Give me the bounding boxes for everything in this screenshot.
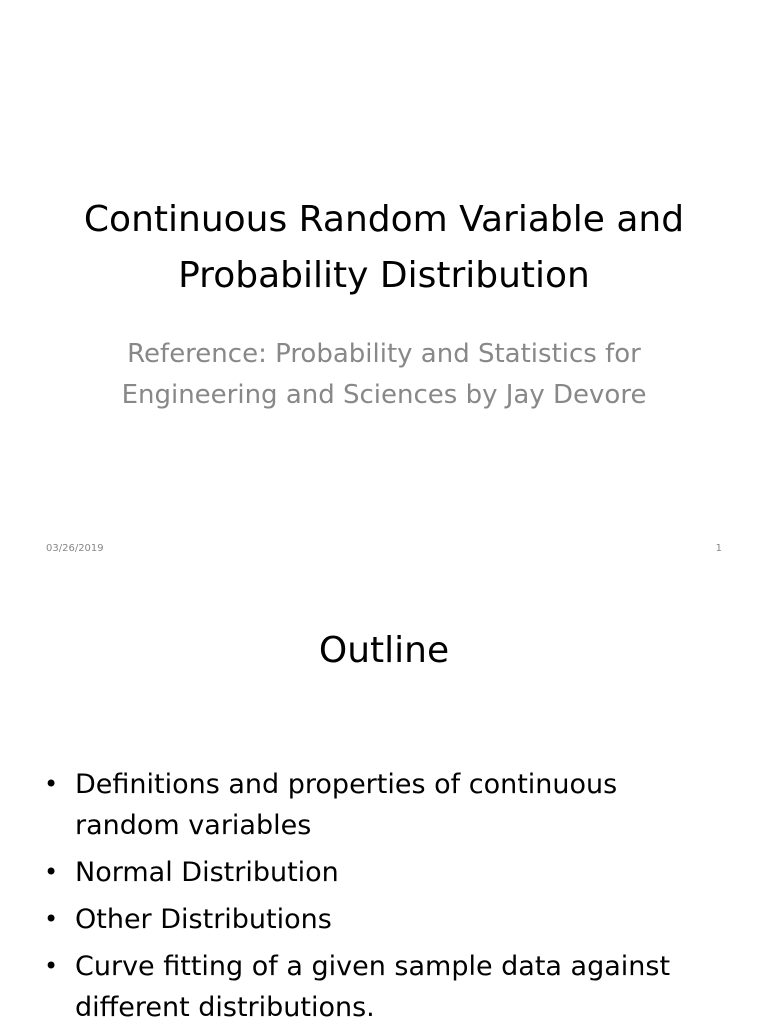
- bullet-text: Definitions and properties of continuous random variables: [75, 769, 618, 841]
- bullet-text: Curve fitting of a given sample data against different distributions.: [75, 951, 671, 1023]
- outline-bullet-list: [40, 764, 730, 1034]
- slide-subtitle: Reference: Probability and Statistics for Engineering and Sciences by Jay Devore: [121, 339, 647, 410]
- bullet-item: [40, 852, 730, 893]
- bullet-item: [40, 764, 730, 846]
- slide-title: Continuous Random Variable and Probability Distribution: [83, 199, 685, 296]
- bullet-text: Normal Distribution: [75, 857, 339, 888]
- bullet-item: [40, 899, 730, 940]
- bullet-text: Other Distributions: [75, 904, 332, 935]
- bullet-icon: •: [44, 905, 59, 933]
- bullet-item: [40, 946, 730, 1028]
- outline-slide: [0, 576, 768, 1024]
- outline-title: Outline: [318, 630, 450, 671]
- bullet-icon: •: [44, 770, 59, 798]
- bullet-icon: •: [44, 858, 59, 886]
- page-number: 1: [715, 543, 722, 554]
- bullet-icon: •: [44, 952, 59, 980]
- footer-date: 03/26/2019: [46, 543, 104, 554]
